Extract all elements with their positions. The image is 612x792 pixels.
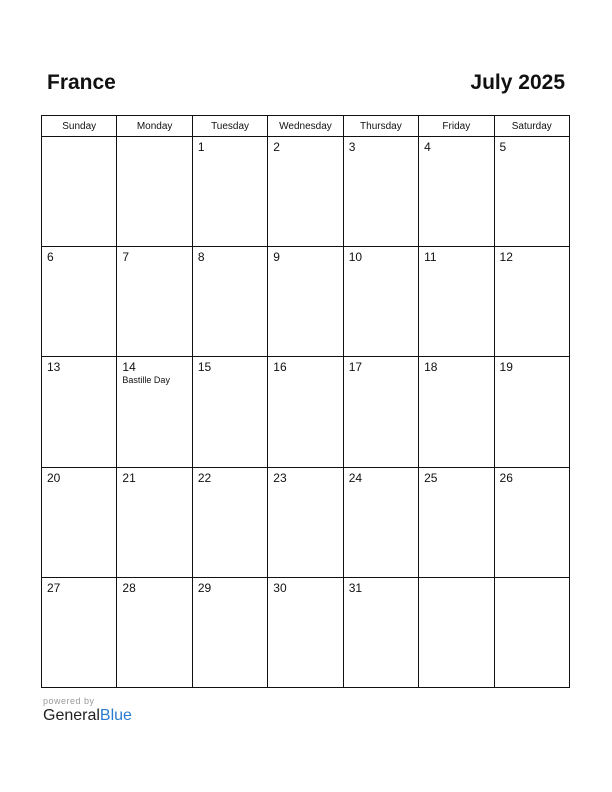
day-number: 19 <box>499 360 513 375</box>
day-number: 20 <box>47 470 61 485</box>
day-cell <box>117 357 192 467</box>
day-number: 30 <box>273 580 287 595</box>
day-number: 26 <box>499 470 513 485</box>
day-cell <box>117 577 192 687</box>
day-cell <box>268 247 343 357</box>
day-number: 13 <box>47 360 61 375</box>
weekday-monday: Monday <box>117 116 192 137</box>
weekday-friday: Friday <box>419 116 494 137</box>
day-cell <box>419 577 494 687</box>
day-number: 28 <box>122 580 136 595</box>
day-number: 8 <box>197 250 205 265</box>
day-number: 2 <box>273 140 280 154</box>
day-number: 24 <box>348 470 363 485</box>
day-number: 31 <box>348 580 363 595</box>
day-cell <box>268 357 343 467</box>
day-cell <box>343 357 418 467</box>
week-row <box>42 137 570 247</box>
day-cell <box>192 467 267 577</box>
country-title: France <box>47 71 116 94</box>
day-number: 7 <box>122 250 130 265</box>
day-cell <box>494 137 569 247</box>
day-cell <box>494 577 569 687</box>
day-number: 6 <box>47 250 54 265</box>
footer <box>43 696 132 724</box>
day-number: 9 <box>273 250 280 265</box>
day-cell <box>343 577 418 687</box>
day-cell <box>343 467 418 577</box>
week-row <box>42 247 570 357</box>
weekday-tuesday: Tuesday <box>192 116 267 137</box>
calendar-grid <box>41 115 570 688</box>
weekday-header-row <box>42 116 570 137</box>
day-number: 16 <box>273 360 287 375</box>
weekday-sunday: Sunday <box>42 116 117 137</box>
day-cell <box>494 467 569 577</box>
day-cell <box>343 137 418 247</box>
brand-blue: Blue <box>99 707 132 724</box>
day-number: 15 <box>197 360 212 375</box>
day-cell <box>494 357 569 467</box>
day-number: 14 <box>122 360 136 375</box>
day-cell <box>192 357 267 467</box>
day-cell <box>268 137 343 247</box>
day-number: 29 <box>197 580 212 595</box>
day-number <box>419 578 493 581</box>
weekday-thursday: Thursday <box>343 116 418 137</box>
day-cell <box>419 467 494 577</box>
holiday-label: Bastille Day <box>122 375 170 386</box>
month-year-title: July 2025 <box>470 71 565 94</box>
day-number: 5 <box>499 140 507 154</box>
day-number: 3 <box>348 140 356 154</box>
day-cell <box>192 137 267 247</box>
day-number: 22 <box>197 470 212 485</box>
day-cell <box>419 357 494 467</box>
day-number: 4 <box>424 140 431 154</box>
day-cell <box>42 357 117 467</box>
day-cell <box>117 467 192 577</box>
powered-by-text: powered by <box>43 696 95 706</box>
day-cell <box>42 577 117 687</box>
day-number: 23 <box>273 470 287 485</box>
week-row <box>42 577 570 687</box>
brand-logo <box>43 708 132 724</box>
day-number: 18 <box>424 360 438 375</box>
day-number: 10 <box>348 250 363 265</box>
weekday-wednesday: Wednesday <box>268 116 343 137</box>
weekday-saturday: Saturday <box>494 116 569 137</box>
day-number <box>117 137 191 140</box>
day-number: 12 <box>499 250 513 265</box>
day-cell <box>419 137 494 247</box>
day-number: 11 <box>424 250 437 265</box>
day-cell <box>192 577 267 687</box>
day-cell <box>117 247 192 357</box>
brand-general: General <box>43 707 100 724</box>
day-number <box>42 137 116 140</box>
day-cell <box>42 137 117 247</box>
day-cell <box>268 577 343 687</box>
day-cell <box>343 247 418 357</box>
day-cell <box>117 137 192 247</box>
day-cell <box>494 247 569 357</box>
day-cell <box>419 247 494 357</box>
day-number: 25 <box>424 470 438 485</box>
day-cell <box>42 467 117 577</box>
week-row <box>42 467 570 577</box>
day-number: 17 <box>348 360 363 375</box>
day-cell <box>42 247 117 357</box>
day-number: 1 <box>197 140 205 154</box>
day-number: 27 <box>47 580 61 595</box>
day-number <box>495 578 569 581</box>
week-row <box>42 357 570 467</box>
day-cell <box>268 467 343 577</box>
day-cell <box>192 247 267 357</box>
day-number: 21 <box>122 470 136 485</box>
calendar-body <box>42 137 570 688</box>
